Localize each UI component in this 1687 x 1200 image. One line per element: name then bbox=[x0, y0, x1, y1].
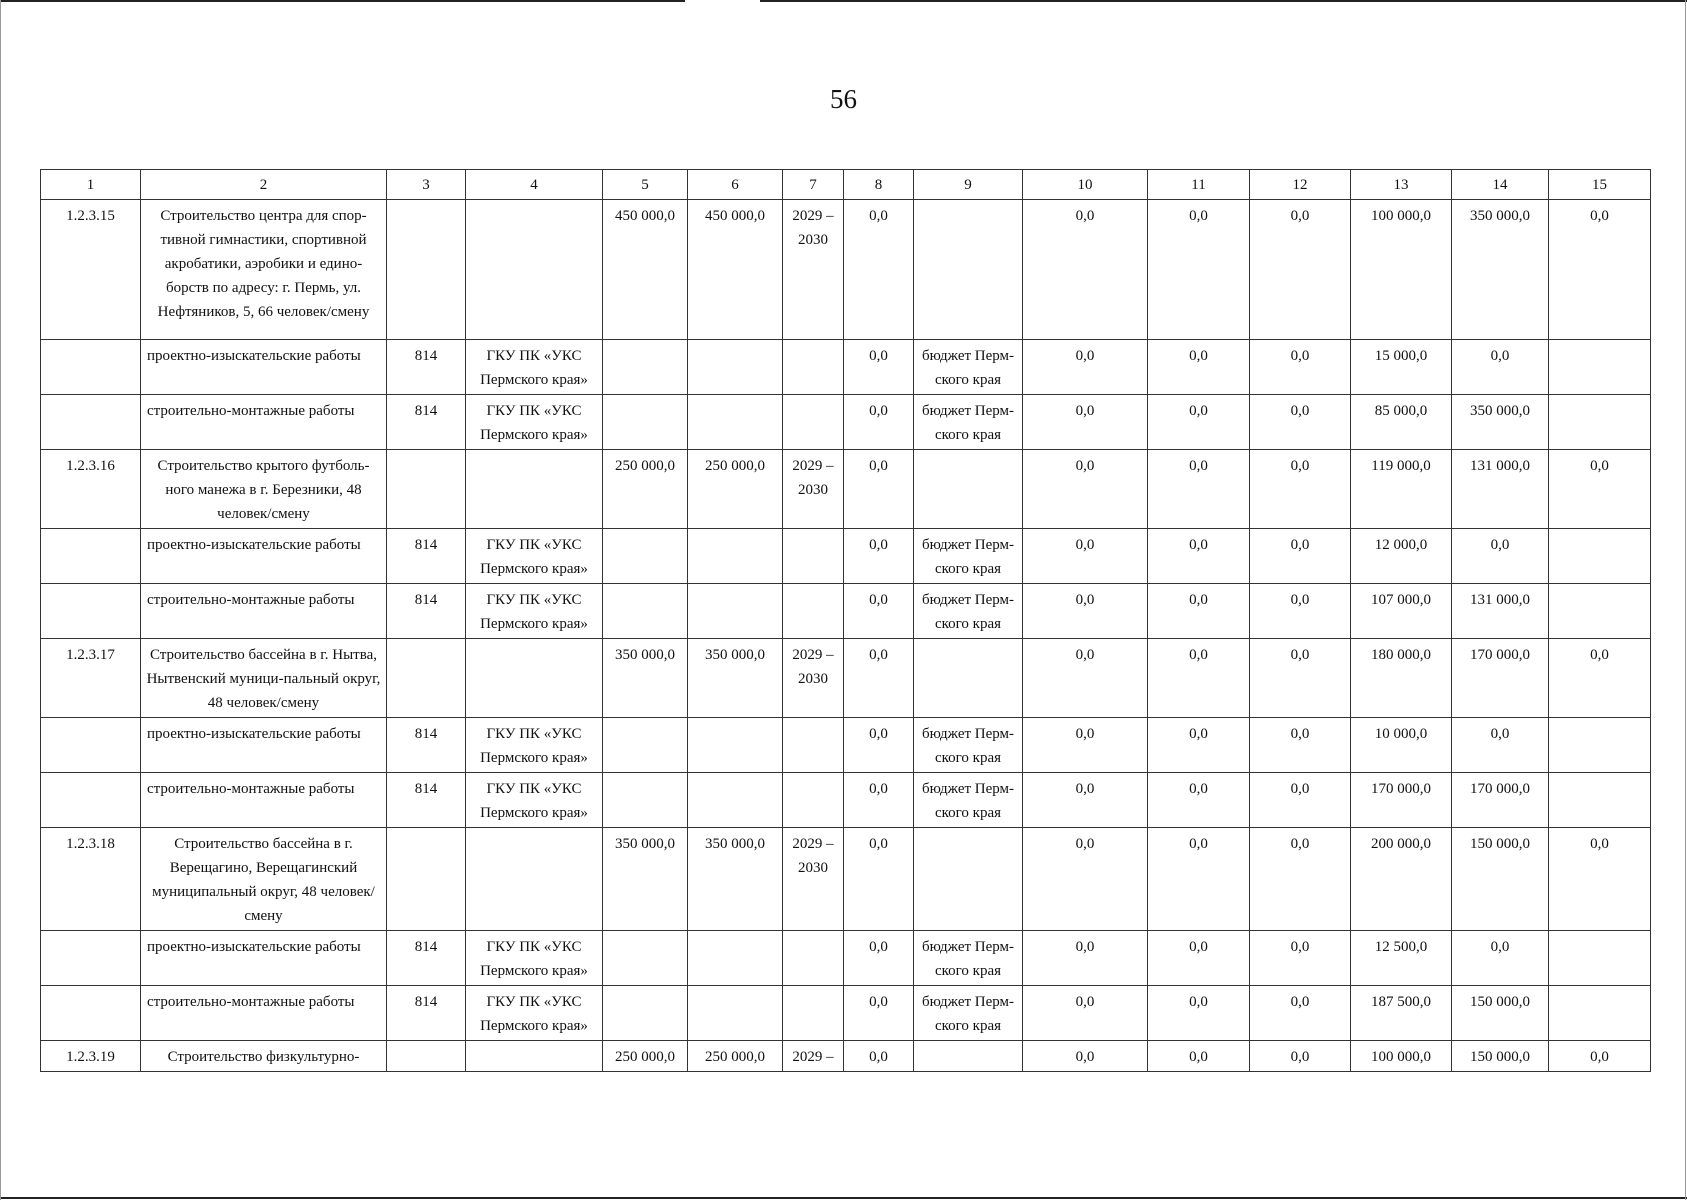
column-header-14: 14 bbox=[1452, 170, 1549, 200]
column-header-5: 5 bbox=[603, 170, 688, 200]
table-subrow bbox=[41, 718, 1651, 773]
table-cell bbox=[466, 200, 603, 340]
table-cell bbox=[1549, 773, 1651, 828]
table-cell bbox=[1549, 718, 1651, 773]
table-cell: 0,0 bbox=[1023, 828, 1148, 931]
table-cell: 131 000,0 bbox=[1452, 450, 1549, 529]
table-cell: 0,0 bbox=[1023, 718, 1148, 773]
table-row bbox=[41, 1041, 1651, 1072]
table-cell bbox=[41, 529, 141, 584]
table-cell: ГКУ ПК «УКС Пермского края» bbox=[466, 584, 603, 639]
row-code-cell: 1.2.3.18 bbox=[41, 828, 141, 931]
right-edge-line bbox=[1685, 0, 1686, 1200]
table-cell bbox=[603, 340, 688, 395]
table-cell: 0,0 bbox=[1250, 584, 1351, 639]
column-header-4: 4 bbox=[466, 170, 603, 200]
table-subrow bbox=[41, 773, 1651, 828]
column-header-7: 7 bbox=[783, 170, 844, 200]
row-name-cell: Строительство физкультурно- bbox=[141, 1041, 387, 1072]
table-cell: 0,0 bbox=[844, 1041, 914, 1072]
table-cell bbox=[783, 718, 844, 773]
table-cell: бюджет Перм-ского края bbox=[914, 584, 1023, 639]
table-cell: 200 000,0 bbox=[1351, 828, 1452, 931]
table-cell: 350 000,0 bbox=[688, 639, 783, 718]
table-cell: 0,0 bbox=[1023, 450, 1148, 529]
table-cell bbox=[41, 718, 141, 773]
table-cell: 0,0 bbox=[1148, 773, 1250, 828]
table-cell: 170 000,0 bbox=[1452, 639, 1549, 718]
table-cell: 0,0 bbox=[1250, 639, 1351, 718]
table-cell: 100 000,0 bbox=[1351, 200, 1452, 340]
table-cell: 0,0 bbox=[1250, 718, 1351, 773]
table-cell: 814 bbox=[387, 718, 466, 773]
table-cell: 814 bbox=[387, 773, 466, 828]
column-header-10: 10 bbox=[1023, 170, 1148, 200]
row-code-cell: 1.2.3.19 bbox=[41, 1041, 141, 1072]
table-cell: 119 000,0 bbox=[1351, 450, 1452, 529]
work-type-cell: проектно-изыскательские работы bbox=[141, 529, 387, 584]
table-cell bbox=[914, 200, 1023, 340]
table-cell: 170 000,0 bbox=[1452, 773, 1549, 828]
table-cell: ГКУ ПК «УКС Пермского края» bbox=[466, 395, 603, 450]
table-cell: 12 500,0 bbox=[1351, 931, 1452, 986]
table-cell bbox=[1549, 529, 1651, 584]
table-cell bbox=[914, 1041, 1023, 1072]
table-cell bbox=[466, 450, 603, 529]
table-cell: 0,0 bbox=[1549, 200, 1651, 340]
table-cell: 0,0 bbox=[1148, 718, 1250, 773]
table-cell: 187 500,0 bbox=[1351, 986, 1452, 1041]
table-cell: 131 000,0 bbox=[1452, 584, 1549, 639]
table-cell bbox=[688, 773, 783, 828]
table-cell bbox=[41, 773, 141, 828]
table-cell: 0,0 bbox=[1148, 1041, 1250, 1072]
table-cell: 814 bbox=[387, 986, 466, 1041]
table-cell: 350 000,0 bbox=[603, 828, 688, 931]
table-cell bbox=[1549, 584, 1651, 639]
table-cell: 180 000,0 bbox=[1351, 639, 1452, 718]
table-cell: 0,0 bbox=[1148, 828, 1250, 931]
table-cell bbox=[603, 986, 688, 1041]
table-cell: 0,0 bbox=[1148, 584, 1250, 639]
header-row bbox=[41, 170, 1651, 200]
row-name-cell: Строительство центра для спор-тивной гимнастики, спортивной акробатики, аэробики и едино-борств по адресу: г. Пермь, ул. Нефтяников, 5, 66 человек/смену bbox=[141, 200, 387, 340]
table-cell bbox=[914, 639, 1023, 718]
table-cell bbox=[387, 1041, 466, 1072]
table-cell: 350 000,0 bbox=[688, 828, 783, 931]
column-header-9: 9 bbox=[914, 170, 1023, 200]
table-cell bbox=[41, 931, 141, 986]
table-cell bbox=[466, 828, 603, 931]
table-cell bbox=[783, 584, 844, 639]
table-cell bbox=[387, 828, 466, 931]
work-type-cell: строительно-монтажные работы bbox=[141, 773, 387, 828]
table-cell: 250 000,0 bbox=[688, 450, 783, 529]
table-cell: 2029 – 2030 bbox=[783, 639, 844, 718]
table-cell bbox=[1549, 395, 1651, 450]
table-cell: 0,0 bbox=[1452, 529, 1549, 584]
table-cell: 0,0 bbox=[844, 828, 914, 931]
table-cell: 0,0 bbox=[1023, 931, 1148, 986]
table-cell: 0,0 bbox=[844, 639, 914, 718]
table-cell bbox=[466, 1041, 603, 1072]
column-header-2: 2 bbox=[141, 170, 387, 200]
table-cell: 0,0 bbox=[1549, 639, 1651, 718]
table-cell: 0,0 bbox=[1023, 773, 1148, 828]
table-cell: 0,0 bbox=[1250, 828, 1351, 931]
table-cell: 0,0 bbox=[1250, 395, 1351, 450]
table-cell: 107 000,0 bbox=[1351, 584, 1452, 639]
table-cell: 0,0 bbox=[1250, 1041, 1351, 1072]
table-cell bbox=[914, 828, 1023, 931]
table-cell: 0,0 bbox=[1250, 340, 1351, 395]
table-cell: ГКУ ПК «УКС Пермского края» bbox=[466, 773, 603, 828]
table-cell: 0,0 bbox=[1452, 340, 1549, 395]
table-body bbox=[41, 200, 1651, 1072]
work-type-cell: проектно-изыскательские работы bbox=[141, 931, 387, 986]
table-cell: 814 bbox=[387, 931, 466, 986]
table-subrow bbox=[41, 340, 1651, 395]
table-cell: 0,0 bbox=[1452, 931, 1549, 986]
table-cell: 0,0 bbox=[1250, 773, 1351, 828]
table-cell: 0,0 bbox=[844, 200, 914, 340]
table-cell: 15 000,0 bbox=[1351, 340, 1452, 395]
table-cell bbox=[387, 450, 466, 529]
top-edge-line-right bbox=[760, 0, 1687, 2]
top-edge-line-left bbox=[0, 0, 685, 2]
table-cell bbox=[41, 986, 141, 1041]
table-cell bbox=[688, 584, 783, 639]
table-cell bbox=[688, 986, 783, 1041]
row-code-cell: 1.2.3.16 bbox=[41, 450, 141, 529]
table-cell bbox=[914, 450, 1023, 529]
table-cell: 250 000,0 bbox=[688, 1041, 783, 1072]
table-cell: 0,0 bbox=[1023, 529, 1148, 584]
table-cell bbox=[688, 340, 783, 395]
table-cell: 250 000,0 bbox=[603, 450, 688, 529]
table-cell: бюджет Перм-ского края bbox=[914, 986, 1023, 1041]
table-cell: 0,0 bbox=[1250, 529, 1351, 584]
table-row bbox=[41, 450, 1651, 529]
table-cell: 0,0 bbox=[844, 340, 914, 395]
table-cell: 2029 – bbox=[783, 1041, 844, 1072]
table-row bbox=[41, 639, 1651, 718]
left-edge-line bbox=[0, 0, 1, 1200]
table-cell: 450 000,0 bbox=[688, 200, 783, 340]
table-subrow bbox=[41, 529, 1651, 584]
work-type-cell: проектно-изыскательские работы bbox=[141, 718, 387, 773]
table-cell bbox=[1549, 931, 1651, 986]
table-cell: 0,0 bbox=[844, 931, 914, 986]
table-cell bbox=[783, 773, 844, 828]
table-cell: 0,0 bbox=[844, 718, 914, 773]
column-header-12: 12 bbox=[1250, 170, 1351, 200]
table-cell: 0,0 bbox=[844, 529, 914, 584]
table-cell: 0,0 bbox=[1023, 340, 1148, 395]
table-cell: 150 000,0 bbox=[1452, 1041, 1549, 1072]
table-cell: 150 000,0 bbox=[1452, 828, 1549, 931]
work-type-cell: проектно-изыскательские работы bbox=[141, 340, 387, 395]
table-cell: 0,0 bbox=[844, 450, 914, 529]
table-cell bbox=[603, 931, 688, 986]
table-cell: 0,0 bbox=[1023, 395, 1148, 450]
table-cell: 814 bbox=[387, 395, 466, 450]
table-cell: 0,0 bbox=[844, 584, 914, 639]
table-cell: 2029 – 2030 bbox=[783, 828, 844, 931]
table-cell: 0,0 bbox=[1148, 340, 1250, 395]
table-cell: 12 000,0 bbox=[1351, 529, 1452, 584]
column-header-8: 8 bbox=[844, 170, 914, 200]
row-code-cell: 1.2.3.17 bbox=[41, 639, 141, 718]
bottom-edge-line bbox=[0, 1197, 1687, 1199]
page-number: 56 bbox=[830, 84, 857, 114]
table-cell: 450 000,0 bbox=[603, 200, 688, 340]
table-cell bbox=[783, 931, 844, 986]
table-cell: ГКУ ПК «УКС Пермского края» bbox=[466, 340, 603, 395]
table-cell: 0,0 bbox=[1023, 200, 1148, 340]
table-cell: бюджет Перм-ского края bbox=[914, 529, 1023, 584]
table-cell: бюджет Перм-ского края bbox=[914, 718, 1023, 773]
table-cell: 0,0 bbox=[844, 773, 914, 828]
table-cell bbox=[688, 718, 783, 773]
table-cell bbox=[41, 584, 141, 639]
table-cell bbox=[603, 718, 688, 773]
table-cell bbox=[688, 931, 783, 986]
table-cell: 350 000,0 bbox=[1452, 200, 1549, 340]
table-cell: 0,0 bbox=[1148, 450, 1250, 529]
table-cell bbox=[1549, 986, 1651, 1041]
table-cell: ГКУ ПК «УКС Пермского края» bbox=[466, 986, 603, 1041]
table-cell: 0,0 bbox=[1148, 639, 1250, 718]
table-cell: 0,0 bbox=[1549, 1041, 1651, 1072]
table-row bbox=[41, 200, 1651, 340]
table-cell: 0,0 bbox=[1148, 931, 1250, 986]
table-cell bbox=[783, 395, 844, 450]
table-cell: 2029 – 2030 bbox=[783, 450, 844, 529]
table-cell: бюджет Перм-ского края bbox=[914, 395, 1023, 450]
table-cell bbox=[387, 639, 466, 718]
table-subrow bbox=[41, 395, 1651, 450]
table-cell bbox=[387, 200, 466, 340]
table-cell: 0,0 bbox=[1148, 200, 1250, 340]
table-cell: бюджет Перм-ского края bbox=[914, 340, 1023, 395]
table-cell: 0,0 bbox=[1250, 986, 1351, 1041]
table-cell: 0,0 bbox=[1148, 986, 1250, 1041]
work-type-cell: строительно-монтажные работы bbox=[141, 395, 387, 450]
table-cell: 0,0 bbox=[844, 986, 914, 1041]
table-cell: ГКУ ПК «УКС Пермского края» bbox=[466, 529, 603, 584]
table-cell: 0,0 bbox=[1452, 718, 1549, 773]
table-cell: 0,0 bbox=[1250, 931, 1351, 986]
table-row bbox=[41, 828, 1651, 931]
table-cell bbox=[688, 529, 783, 584]
table-cell bbox=[603, 395, 688, 450]
table-cell: 250 000,0 bbox=[603, 1041, 688, 1072]
table-cell: 350 000,0 bbox=[1452, 395, 1549, 450]
table-cell bbox=[783, 529, 844, 584]
table-subrow bbox=[41, 584, 1651, 639]
column-header-11: 11 bbox=[1148, 170, 1250, 200]
table-cell bbox=[41, 340, 141, 395]
column-header-1: 1 bbox=[41, 170, 141, 200]
table-cell: 0,0 bbox=[1250, 200, 1351, 340]
table-cell: 0,0 bbox=[1023, 1041, 1148, 1072]
table-cell bbox=[688, 395, 783, 450]
table-cell: 0,0 bbox=[1023, 639, 1148, 718]
table-cell bbox=[466, 639, 603, 718]
row-name-cell: Строительство бассейна в г. Нытва, Нытвенский муници-пальный округ, 48 человек/смену bbox=[141, 639, 387, 718]
column-header-6: 6 bbox=[688, 170, 783, 200]
table-cell: 814 bbox=[387, 584, 466, 639]
table-cell: 85 000,0 bbox=[1351, 395, 1452, 450]
table-cell bbox=[603, 773, 688, 828]
table-cell: 2029 – 2030 bbox=[783, 200, 844, 340]
table-cell: ГКУ ПК «УКС Пермского края» bbox=[466, 718, 603, 773]
table-cell bbox=[41, 395, 141, 450]
table-cell: 0,0 bbox=[1549, 828, 1651, 931]
table-cell: 350 000,0 bbox=[603, 639, 688, 718]
table-cell: бюджет Перм-ского края bbox=[914, 931, 1023, 986]
table-cell: 0,0 bbox=[1250, 450, 1351, 529]
row-name-cell: Строительство бассейна в г. Верещагино, Верещагинский муниципальный округ, 48 человек/смену bbox=[141, 828, 387, 931]
table-cell: 0,0 bbox=[1148, 529, 1250, 584]
table-cell: 170 000,0 bbox=[1351, 773, 1452, 828]
row-name-cell: Строительство крытого футболь-ного манежа в г. Березники, 48 человек/смену bbox=[141, 450, 387, 529]
table-cell: 10 000,0 bbox=[1351, 718, 1452, 773]
column-header-13: 13 bbox=[1351, 170, 1452, 200]
table-cell: 0,0 bbox=[1023, 584, 1148, 639]
table-cell: 0,0 bbox=[844, 395, 914, 450]
work-type-cell: строительно-монтажные работы bbox=[141, 986, 387, 1041]
table-cell: 0,0 bbox=[1023, 986, 1148, 1041]
table-cell bbox=[783, 340, 844, 395]
table-subrow bbox=[41, 986, 1651, 1041]
table-cell: 814 bbox=[387, 529, 466, 584]
table-cell: 150 000,0 bbox=[1452, 986, 1549, 1041]
row-code-cell: 1.2.3.15 bbox=[41, 200, 141, 340]
table-cell bbox=[783, 986, 844, 1041]
table-cell: бюджет Перм-ского края bbox=[914, 773, 1023, 828]
table-cell: 0,0 bbox=[1148, 395, 1250, 450]
table-cell: 814 bbox=[387, 340, 466, 395]
budget-table bbox=[40, 169, 1651, 1072]
table-cell bbox=[1549, 340, 1651, 395]
table-cell: 0,0 bbox=[1549, 450, 1651, 529]
table-cell: 100 000,0 bbox=[1351, 1041, 1452, 1072]
work-type-cell: строительно-монтажные работы bbox=[141, 584, 387, 639]
table-cell bbox=[603, 584, 688, 639]
table-cell bbox=[603, 529, 688, 584]
table-subrow bbox=[41, 931, 1651, 986]
table-cell: ГКУ ПК «УКС Пермского края» bbox=[466, 931, 603, 986]
column-header-3: 3 bbox=[387, 170, 466, 200]
column-header-15: 15 bbox=[1549, 170, 1651, 200]
